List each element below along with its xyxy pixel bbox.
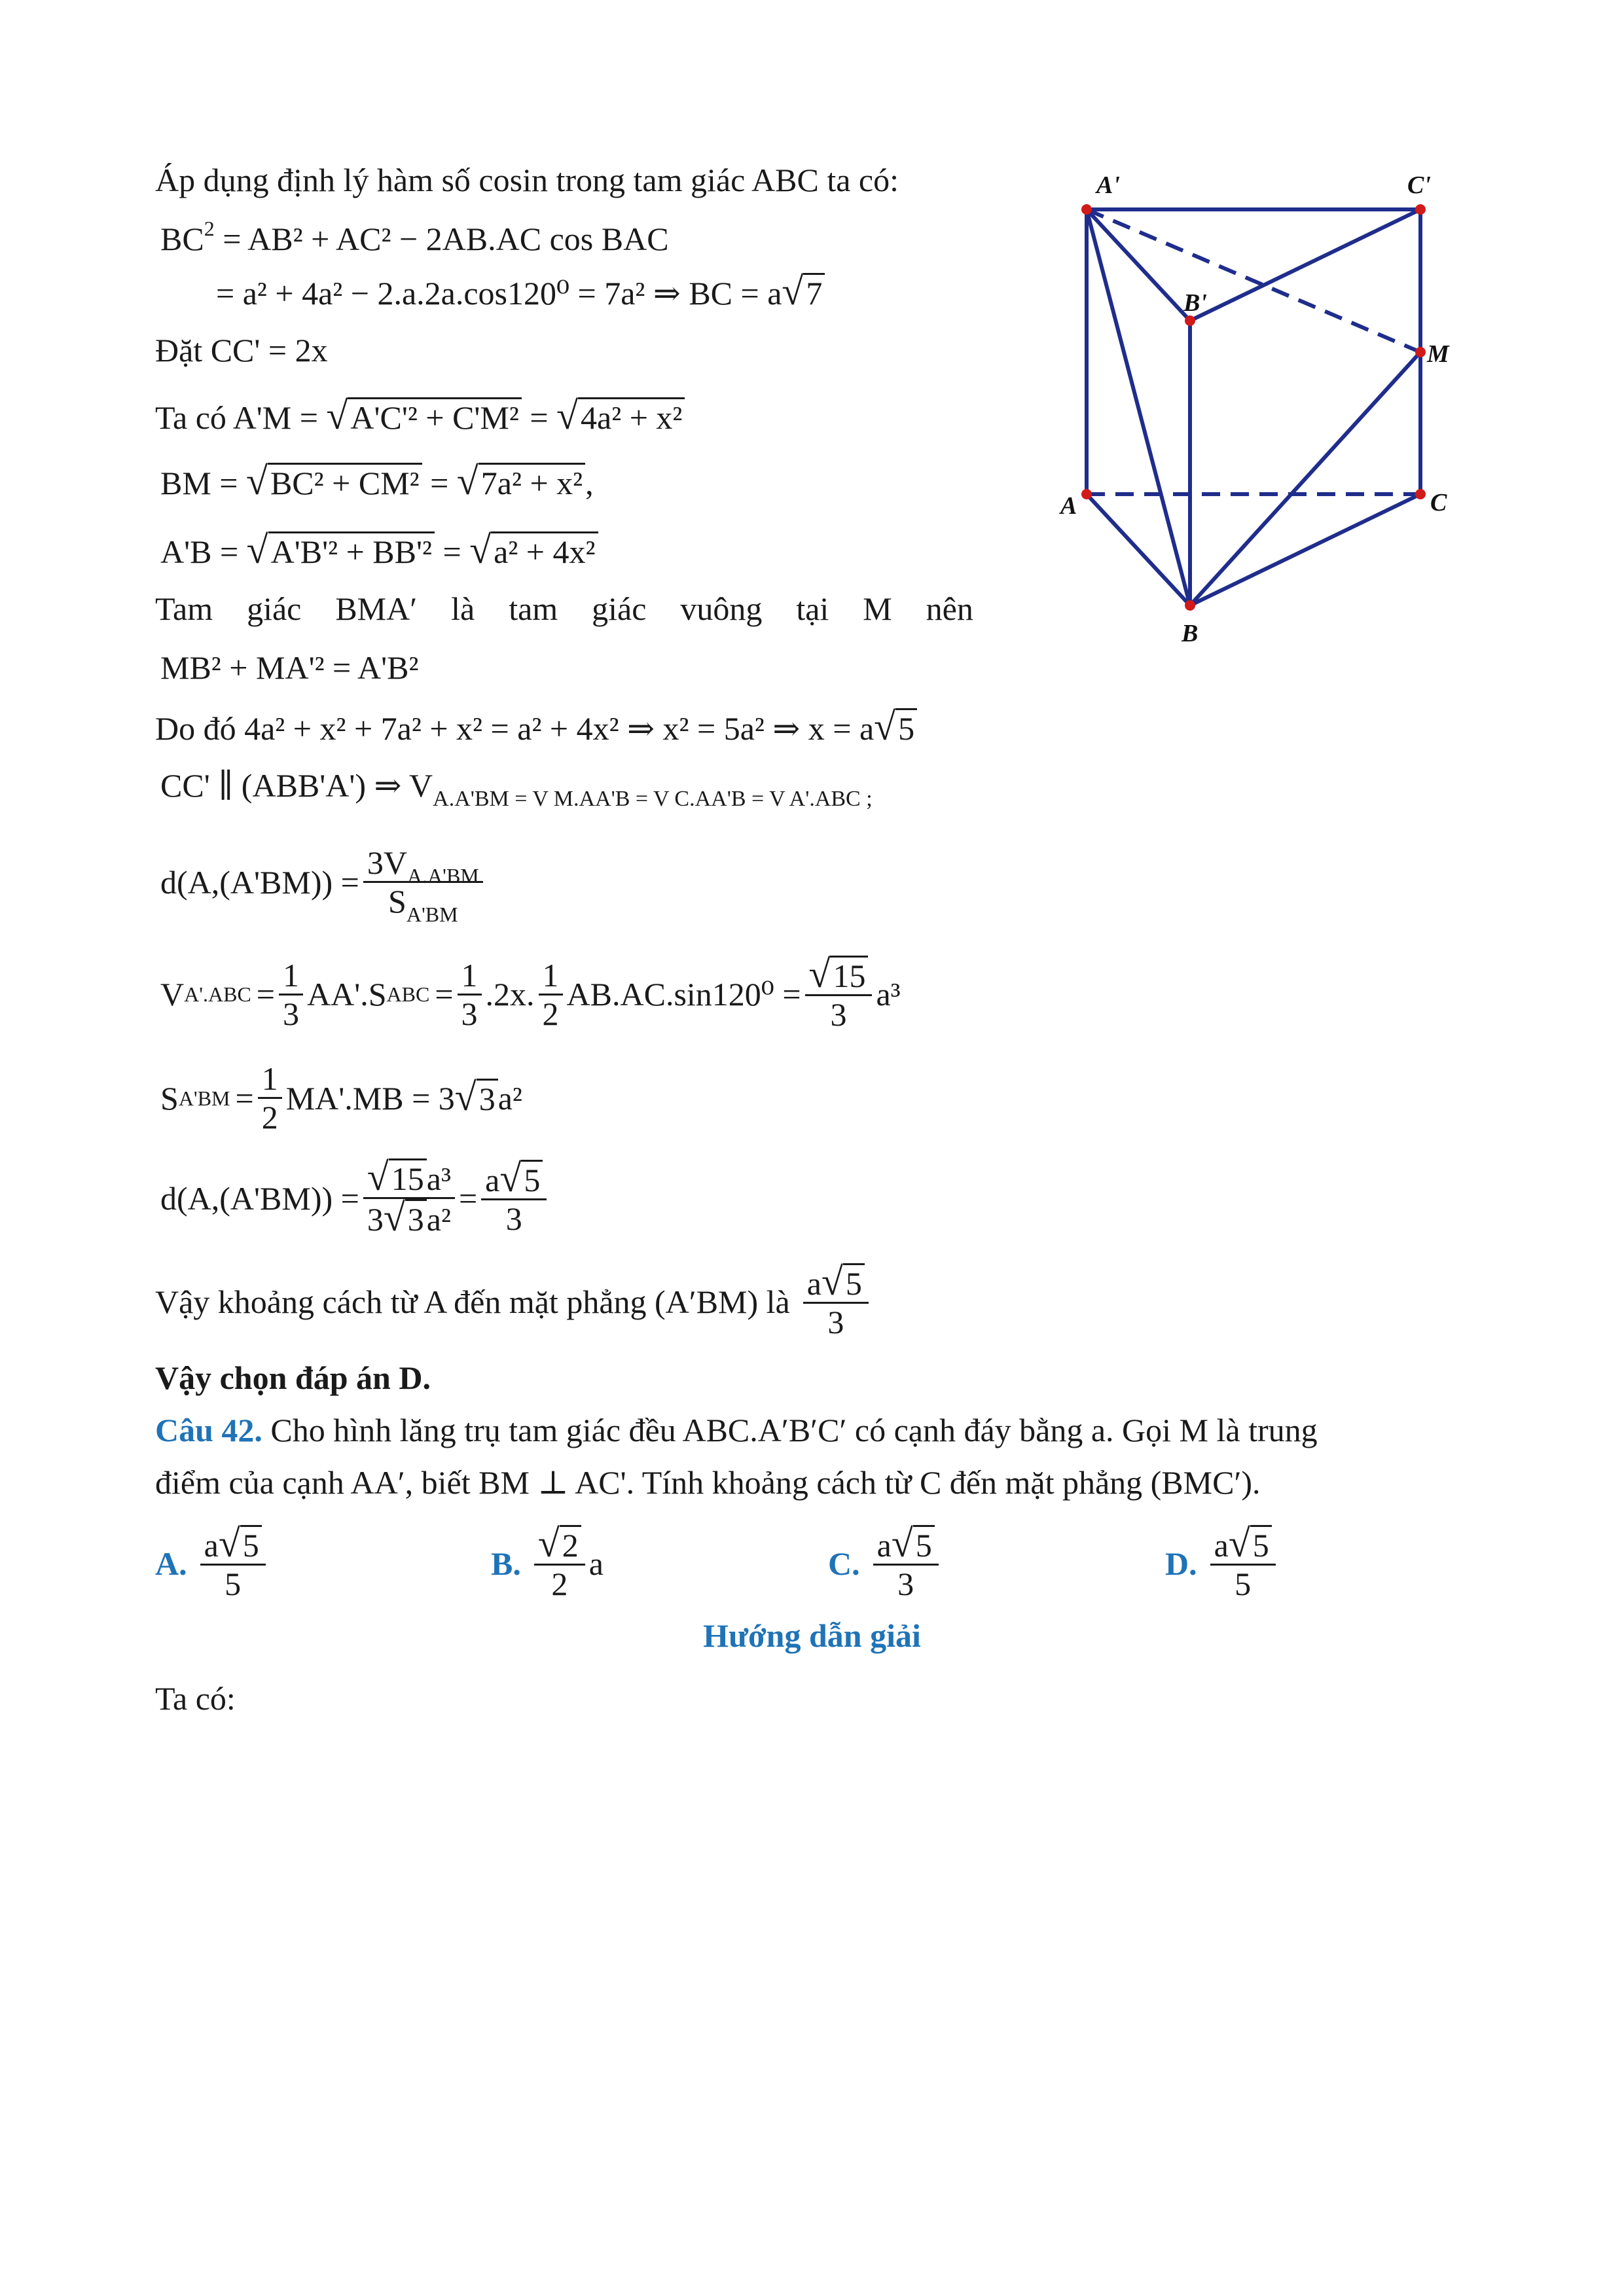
tri-word-9: M — [863, 590, 892, 627]
label-c: C — [1430, 489, 1447, 516]
dist1-den: S — [388, 883, 406, 920]
option-d[interactable] — [1165, 1522, 1280, 1602]
tri-word-6: giác — [592, 590, 647, 627]
tri-word-3: BMA′ — [335, 590, 418, 627]
pythagoras-line: MB² + MA'² = A'B² — [160, 649, 419, 686]
conclusion-num: a — [806, 1265, 821, 1302]
set-cc-line: Đặt CC' = 2x — [155, 332, 328, 368]
point-a — [1081, 489, 1092, 499]
vol-third-2 — [458, 957, 482, 1032]
vol-lhs: V — [160, 976, 185, 1013]
volume-formula: V A'.ABC = $\frac{1}{3}$ AA'.S ABC = $\frac{1}{3}$ .2x. $\frac{1}{2}$ AB.AC.sin120⁰ = $\frac{√15}{3}$ a³ — [160, 952, 901, 1033]
dist2-result-root: 5 — [521, 1160, 543, 1198]
question-line-1 — [155, 1410, 1318, 1450]
eq-cosine-2: = a² + 4a² − 2.a.2a.cos120⁰ = 7a² ⇒ BC = a√7 — [216, 272, 825, 313]
point-ap — [1081, 204, 1092, 215]
am-root2: 4a² + x² — [578, 397, 685, 436]
eq2-root: 7 — [803, 273, 825, 312]
area-eq: = — [235, 1079, 254, 1117]
dist2-den-pre: 3 — [367, 1201, 384, 1238]
vol-mid: AA'.S — [306, 976, 387, 1013]
solution-title: Hướng dẫn giải — [703, 1617, 921, 1654]
dist2-num-root: 15 — [389, 1158, 427, 1197]
option-c-root: 5 — [913, 1525, 935, 1564]
am-eq: = — [530, 399, 549, 436]
volume-chain-line — [160, 766, 873, 811]
point-cp — [1415, 204, 1426, 215]
bm-root2: 7a² + x² — [478, 463, 585, 501]
eq-cosine-1: $BC^2 = AB^2 + AC^2 - 2AB.AC$ cos BAC — [160, 217, 669, 257]
eq1-lhs: BC — [160, 221, 204, 257]
distance-formula-2 — [160, 1155, 550, 1239]
label-b: B — [1182, 620, 1199, 647]
area-tail: a² — [497, 1079, 522, 1117]
bm-eq: = — [430, 465, 449, 501]
option-b-fraction: $\frac{√2}{2}$ — [534, 1525, 585, 1602]
vol-third-1-den: 3 — [282, 995, 299, 1032]
dist2-eq: = — [458, 1179, 478, 1217]
point-m — [1415, 347, 1426, 357]
solution-start: Ta có: — [155, 1680, 236, 1717]
area-half-num: 1 — [258, 1060, 282, 1099]
option-c-num: a — [876, 1527, 892, 1564]
tri-word-5: tam — [509, 590, 558, 627]
triangle-line — [155, 589, 973, 628]
option-a-fraction: $\frac{a√5}{5}$ — [200, 1525, 266, 1602]
option-a-root: 5 — [240, 1525, 262, 1564]
vol-tail: .2x. — [485, 976, 535, 1013]
eq2-text: = a² + 4a² − 2.a.2a.cos120⁰ = 7a² ⇒ BC = a — [216, 275, 782, 312]
vol-half — [539, 957, 563, 1032]
tri-word-1: Tam — [155, 590, 213, 627]
bm-expr: BM = — [160, 465, 238, 501]
distance-formula-1 — [160, 844, 487, 926]
dist2-num-a: a³ — [426, 1160, 451, 1197]
dist1-lhs: d(A,(A'BM)) = — [160, 863, 359, 901]
vol-tail2: AB.AC.sin120⁰ = — [566, 976, 801, 1013]
intro-line: Áp dụng định lý hàm số cosin trong tam giác ABC ta có: — [155, 162, 899, 198]
option-b[interactable] — [491, 1522, 604, 1602]
vol-third-2-num: 1 — [458, 957, 482, 996]
tri-word-8: tại — [796, 590, 829, 627]
am-root1: A'C'² + C'M² — [348, 397, 521, 436]
vol-third-1 — [279, 957, 303, 1032]
area-half — [258, 1060, 282, 1136]
question-label: Câu 42. — [155, 1412, 262, 1448]
dist2-result-num: a — [485, 1161, 500, 1198]
vol-result: $\frac{√15}{3}$ — [805, 956, 873, 1033]
option-c[interactable] — [828, 1522, 943, 1602]
cc-parallel: CC' ∥ (ABB'A') ⇒ V — [160, 767, 433, 804]
point-c — [1415, 489, 1426, 499]
option-b-root: 2 — [560, 1525, 581, 1564]
tri-word-10: nên — [926, 590, 973, 627]
do-do-text: Do đó 4a² + x² + 7a² + x² = a² + 4x² ⇒ x² = 5a² ⇒ x = a — [155, 710, 875, 747]
ab-eq: = — [442, 533, 461, 570]
ab-root1: A'B'² + BB'² — [268, 531, 435, 570]
vol-eq2: = — [435, 976, 454, 1013]
dist2-result: $\frac{a√5}{3}$ — [481, 1160, 547, 1237]
bm-line: BM = √BC² + CM² = √7a² + x², — [160, 459, 594, 503]
dist1-num-sub: A.A'BM — [406, 864, 479, 888]
conclusion-fraction: $\frac{a√5}{3}$ — [803, 1263, 869, 1340]
vol-half-num: 1 — [539, 957, 563, 996]
conclusion-root: 5 — [843, 1263, 865, 1302]
do-do-root: 5 — [895, 708, 917, 747]
dist2-fraction: $\frac{\text{√15a³}}{\text{3√3a²}}$ — [363, 1158, 455, 1238]
option-d-root: 5 — [1250, 1525, 1272, 1564]
dist1-fraction — [363, 844, 483, 926]
option-d-num: a — [1214, 1527, 1229, 1564]
area-root: 3 — [477, 1079, 498, 1117]
tri-word-7: vuông — [680, 590, 763, 627]
tri-word-4: là — [451, 590, 475, 627]
option-c-label: C. — [828, 1545, 860, 1582]
vol-result-a: a³ — [876, 976, 901, 1013]
option-d-den: 5 — [1235, 1566, 1252, 1602]
answer-line: Vậy chọn đáp án D. — [155, 1359, 431, 1396]
option-a-den: 5 — [225, 1566, 242, 1602]
option-d-fraction: $\frac{a√5}{5}$ — [1210, 1525, 1276, 1602]
label-a: A — [1060, 492, 1077, 520]
point-bp — [1185, 315, 1195, 326]
dist2-result-den: 3 — [505, 1200, 522, 1237]
vol-result-den: 3 — [830, 996, 847, 1033]
vol-result-root: 15 — [830, 956, 868, 994]
question-line-2: điểm của cạnh AA′, biết BM ⊥ AC'. Tính khoảng cách từ C đến mặt phẳng (BMC′). — [155, 1464, 1261, 1501]
do-do-line: Do đó 4a² + x² + 7a² + x² = a² + 4x² ⇒ x² = 5a² ⇒ x = a√5 — [155, 707, 917, 748]
option-a[interactable] — [155, 1522, 270, 1602]
edge-b-m — [1190, 352, 1420, 605]
area-half-den: 2 — [261, 1099, 278, 1136]
label-m: M — [1427, 340, 1449, 368]
dashed-ap-m — [1087, 209, 1420, 352]
option-a-num: a — [204, 1527, 219, 1564]
area-formula: S A'BM = $\frac{1}{2}$ MA'.MB = 3 √3 a² — [160, 1060, 522, 1136]
option-b-den: 2 — [551, 1566, 568, 1602]
label-bp: B' — [1183, 289, 1207, 317]
dist2-lhs: d(A,(A'BM)) = — [160, 1179, 359, 1217]
option-d-label: D. — [1165, 1545, 1197, 1582]
label-cp: C' — [1407, 171, 1431, 199]
option-a-label: A. — [155, 1545, 187, 1582]
conclusion-text: Vậy khoảng cách từ A đến mặt phẳng (A′BM) là — [155, 1283, 790, 1320]
prism-figure — [1034, 164, 1492, 661]
dist2-den-root: 3 — [405, 1199, 427, 1238]
vol-half-den: 2 — [542, 995, 559, 1032]
vol-third-1-num: 1 — [279, 957, 303, 996]
question-text-1: Cho hình lăng trụ tam giác đều ABC.A′B′C′ có cạnh đáy bằng a. Gọi M là trung — [270, 1412, 1318, 1448]
point-b — [1185, 600, 1195, 611]
dist2-den-a: a² — [426, 1201, 451, 1238]
option-c-fraction: $\frac{a√5}{3}$ — [873, 1525, 939, 1602]
conclusion-den: 3 — [827, 1304, 844, 1340]
edge-b-c — [1190, 494, 1420, 605]
ta-co-label: Ta có — [155, 399, 226, 436]
option-b-label: B. — [491, 1545, 521, 1582]
dist1-num: 3V — [367, 844, 407, 881]
ab-expr: A'B = — [160, 533, 239, 570]
vol-eq1: = — [256, 976, 275, 1013]
ab-root2: a² + 4x² — [491, 531, 598, 570]
volume-chain: A.A'BM = V M.AA'B = V C.AA'B = V A'.ABC ; — [433, 787, 873, 811]
option-c-den: 3 — [897, 1566, 914, 1602]
am-line: Ta có A'M = √A'C'² + C'M² = √4a² + x² — [155, 396, 685, 437]
tri-word-2: giác — [247, 590, 302, 627]
area-lhs: S — [160, 1079, 179, 1117]
conclusion-line — [155, 1260, 873, 1340]
option-b-tail: a — [588, 1545, 604, 1582]
am-expr: A'M = — [232, 399, 318, 436]
eq1-rhs: = AB² + AC² − 2AB.AC cos BAC — [223, 221, 669, 257]
edge-ap-b — [1087, 209, 1190, 605]
label-ap: A' — [1096, 171, 1120, 199]
bm-root1: BC² + CM² — [268, 463, 422, 501]
ab-line: A'B = √A'B'² + BB'² = √a² + 4x² — [160, 530, 598, 571]
area-mid: MA'.MB = 3 — [285, 1079, 455, 1117]
dist1-den-sub: A'BM — [406, 903, 458, 926]
vol-third-2-den: 3 — [461, 995, 478, 1032]
